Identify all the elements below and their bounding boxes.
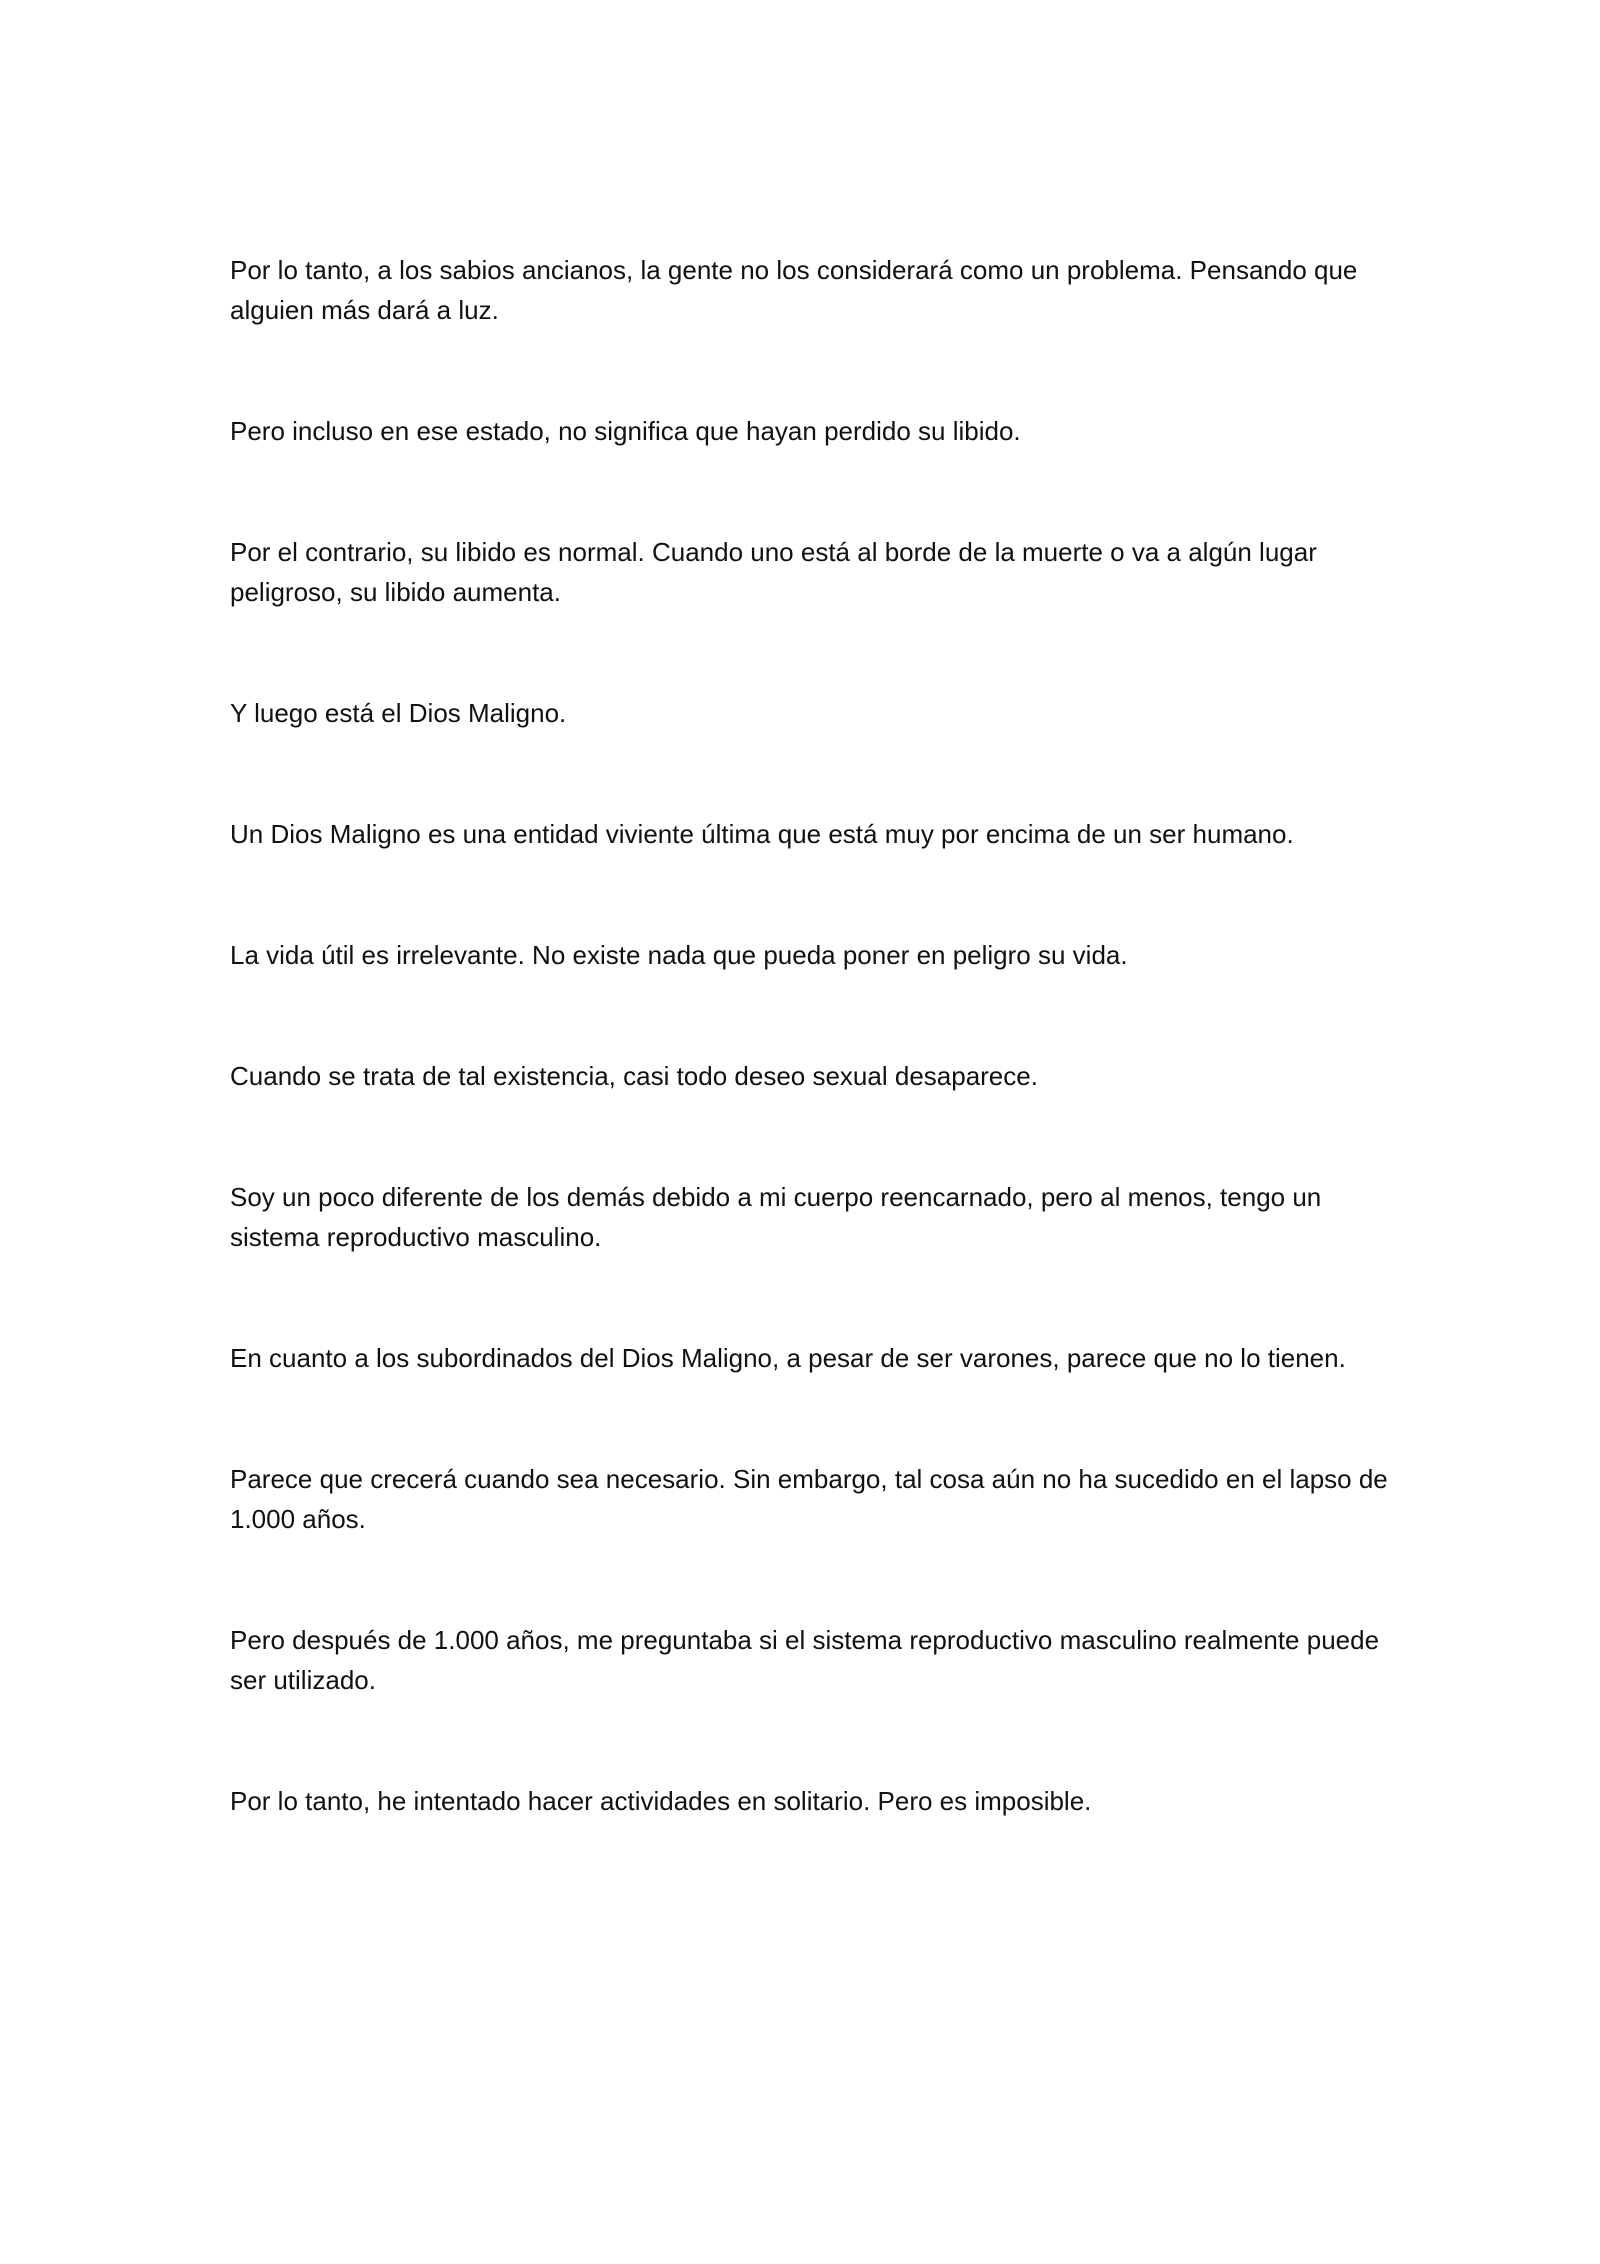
- paragraph: Por lo tanto, he intentado hacer actividades en solitario. Pero es imposible.: [230, 1786, 1092, 1816]
- paragraph: En cuanto a los subordinados del Dios Maligno, a pesar de ser varones, parece que no lo tienen.: [230, 1343, 1346, 1373]
- paragraph: Y luego está el Dios Maligno.: [230, 698, 567, 728]
- paragraph: Pero incluso en ese estado, no significa que hayan perdido su libido.: [230, 416, 1021, 446]
- document-body: [230, 250, 1390, 1902]
- paragraph: Cuando se trata de tal existencia, casi todo deseo sexual desaparece.: [230, 1061, 1038, 1091]
- paragraph: Por el contrario, su libido es normal. Cuando uno está al borde de la muerte o va a algún lugar peligroso, su libido aumenta.: [230, 537, 1317, 607]
- paragraph: Pero después de 1.000 años, me preguntaba si el sistema reproductivo masculino realmente puede ser utilizado.: [230, 1625, 1380, 1695]
- paragraph: Soy un poco diferente de los demás debido a mi cuerpo reencarnado, pero al menos, tengo un sistema reproductivo masculino.: [230, 1182, 1322, 1252]
- paragraph: Por lo tanto, a los sabios ancianos, la gente no los considerará como un problema. Pensando que alguien más dará a luz.: [230, 255, 1358, 325]
- paragraph: Un Dios Maligno es una entidad viviente última que está muy por encima de un ser humano.: [230, 819, 1294, 849]
- paragraph: La vida útil es irrelevante. No existe nada que pueda poner en peligro su vida.: [230, 940, 1128, 970]
- paragraph: Parece que crecerá cuando sea necesario. Sin embargo, tal cosa aún no ha sucedido en el lapso de 1.000 años.: [230, 1464, 1388, 1534]
